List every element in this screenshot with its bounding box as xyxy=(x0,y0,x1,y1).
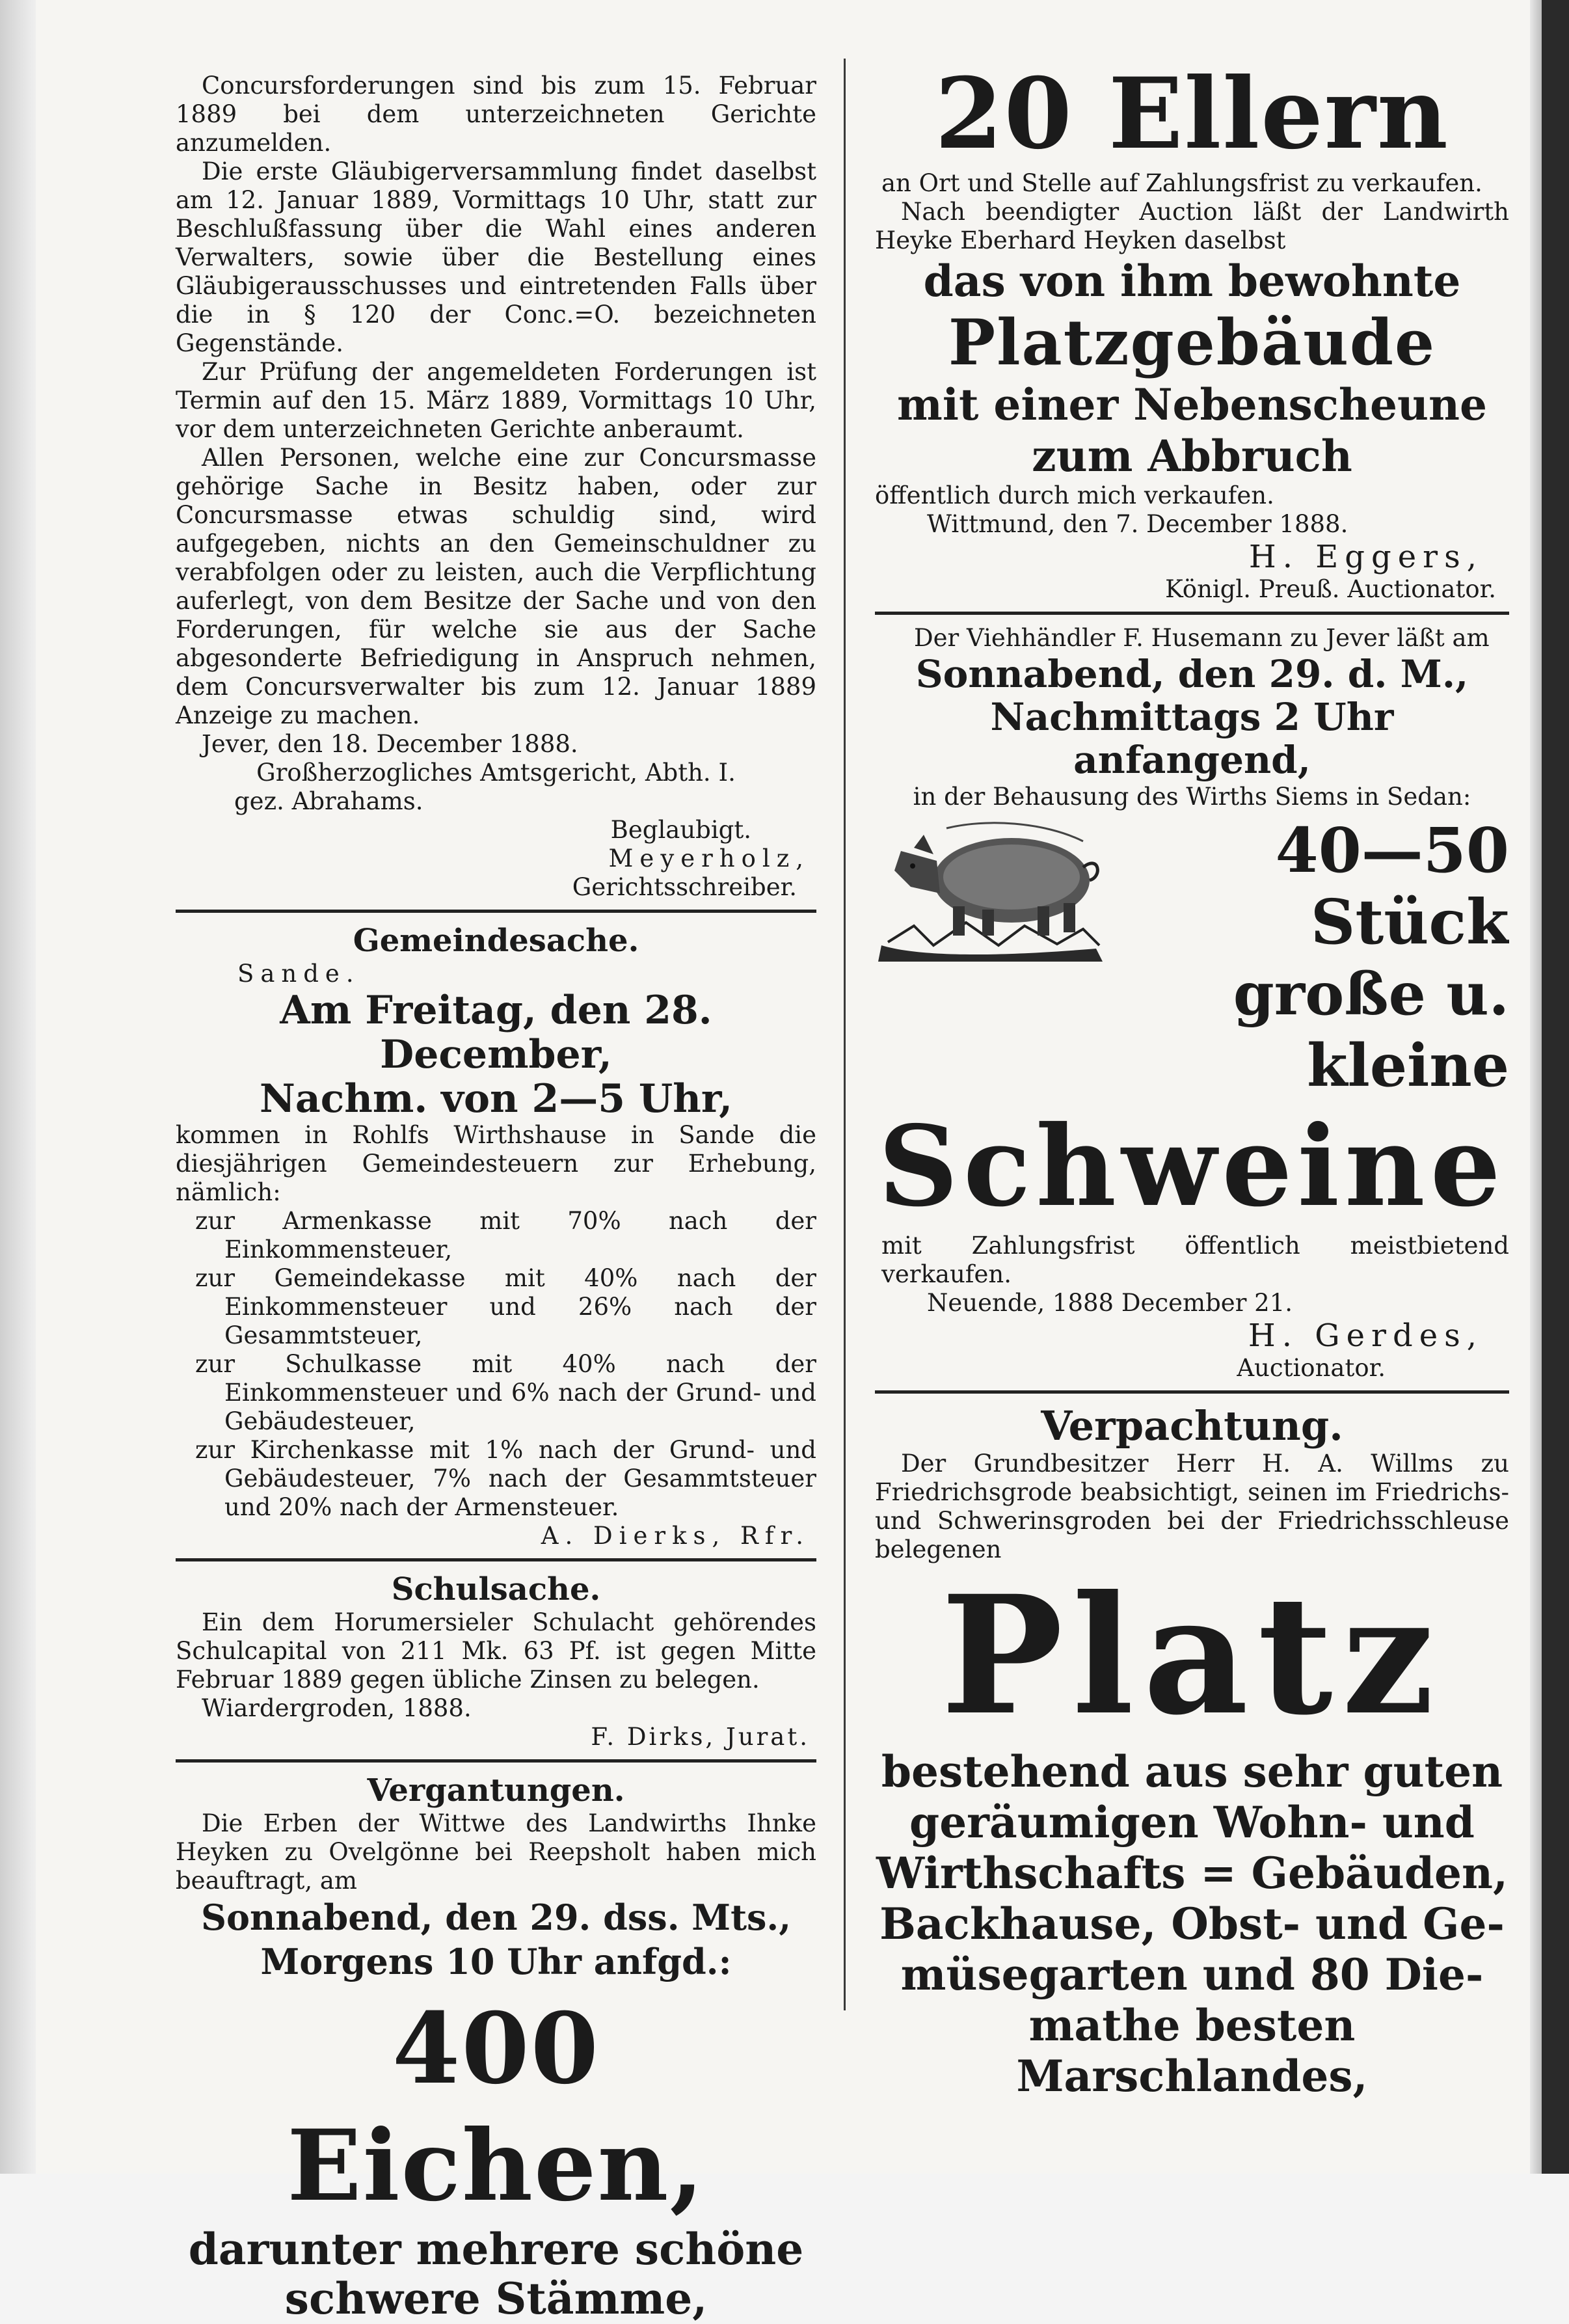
vergantungen-time-line: Morgens 10 Uhr anfgd.: xyxy=(260,1941,732,1982)
pig-illustration-icon xyxy=(875,815,1109,965)
ellern-text-3: öffentlich durch mich verkaufen. xyxy=(875,481,1274,509)
section-rule xyxy=(875,612,1509,615)
schweine-location: in der Behausung des Wirths Siems in Sedan: xyxy=(913,783,1471,811)
gemeinde-heading: Gemeindesache. xyxy=(353,923,639,959)
verpachtung-line: Backhause, Obst- und Ge- xyxy=(879,1898,1505,1949)
schule-signature: F. Dirks, Jurat. xyxy=(591,1723,810,1751)
ellern-notice xyxy=(875,59,1509,604)
schweine-name: H. Gerdes, xyxy=(1248,1317,1483,1354)
gemeinde-date-line: Am Freitag, den 28. December, xyxy=(280,988,712,1077)
ellern-line-4: zum Abbruch xyxy=(1032,431,1352,481)
gemeinde-time-line: Nachm. von 2—5 Uhr, xyxy=(259,1076,732,1122)
gemeinde-notice xyxy=(176,922,816,1550)
verpachtung-big: Platz xyxy=(941,1560,1443,1751)
ellern-text-1: an Ort und Stelle auf Zahlungsfrist zu verkaufen. xyxy=(881,169,1482,197)
verpachtung-notice xyxy=(875,1403,1509,2101)
schweine-date-line: Sonnabend, den 29. d. M., xyxy=(915,652,1469,696)
section-rule xyxy=(875,1390,1509,1394)
schweine-big: Schweine xyxy=(878,1101,1506,1232)
gemeinde-signature: A. Dierks, Rfr. xyxy=(541,1522,810,1550)
ellern-place-date: Wittmund, den 7. December 1888. xyxy=(927,510,1348,538)
schweine-notice xyxy=(875,624,1509,1383)
vergantungen-sub-1: darunter mehrere schöne xyxy=(188,2224,804,2275)
concurs-notice xyxy=(176,72,816,902)
list-item: zur Schulkasse mit 40% nach der Einkommensteuer und 6% nach der Grund- und Gebäudesteuer, xyxy=(195,1350,816,1435)
section-rule xyxy=(176,1759,816,1763)
vergantungen-date-line: Sonnabend, den 29. dss. Mts., xyxy=(200,1897,792,1938)
column-divider xyxy=(844,59,846,2010)
concurs-paragraph-1: Concursforderungen sind bis zum 15. Februar 1889 bei dem unterzeichneten Gerichte anzumelden. xyxy=(176,72,816,157)
ellern-line-3: mit einer Nebenscheune xyxy=(897,379,1487,430)
scan-dark-strip xyxy=(1542,0,1569,2174)
right-column xyxy=(875,59,1509,2101)
concurs-signed: gez. Abrahams. xyxy=(234,787,423,815)
list-item: zur Kirchenkasse mit 1% nach der Grund- und Gebäudesteuer, 7% nach der Gesammtsteuer und 20% nach der Armensteuer. xyxy=(195,1436,816,1521)
ellern-text-2: Nach beendigter Auction läßt der Landwirth Heyke Eberhard Heyken daselbst xyxy=(875,198,1509,254)
verpachtung-line: bestehend aus sehr guten xyxy=(881,1746,1503,1797)
concurs-clerk-title: Gerichtsschreiber. xyxy=(572,873,797,901)
gemeinde-place: Sande. xyxy=(237,960,360,988)
ellern-name: H. Eggers, xyxy=(1248,539,1483,575)
schule-text: Ein dem Horumersieler Schulacht gehörendes Schulcapital von 211 Mk. 63 Pf. ist gegen Mitte Februar 1889 gegen übliche Zinsen zu belegen. xyxy=(176,1608,816,1694)
ellern-title: Königl. Preuß. Auctionator. xyxy=(1165,575,1496,603)
schweine-text-1: Der Viehhändler F. Husemann zu Jever läßt am xyxy=(914,624,1490,652)
schweine-place-date: Neuende, 1888 December 21. xyxy=(927,1289,1293,1317)
concurs-certified: Beglaubigt. xyxy=(610,816,751,844)
ellern-line-1: das von ihm bewohnte xyxy=(923,256,1461,306)
vergantungen-heading: Vergantungen. xyxy=(367,1772,625,1809)
gemeinde-intro: kommen in Rohlfs Wirthshause in Sande die diesjährigen Gemeindesteuern zur Erhebung, nämlich: xyxy=(176,1121,816,1206)
verpachtung-line: müsegarten und 80 Die- xyxy=(900,1949,1484,2000)
gemeinde-tax-list xyxy=(176,1207,816,1522)
list-item: zur Armenkasse mit 70% nach der Einkommensteuer, xyxy=(195,1207,816,1263)
schule-heading: Schulsache. xyxy=(391,1571,601,1608)
scan-edge xyxy=(1530,0,1542,2174)
ellern-big: 20 Ellern xyxy=(935,57,1449,171)
verpachtung-line: mathe besten Marschlandes, xyxy=(1016,2000,1368,2101)
concurs-paragraph-2: Die erste Gläubigerversammlung findet daselbst am 12. Januar 1889, Vormittags 10 Uhr, statt zur Beschlußfassung über die Wahl eines anderen Verwalters, sowie über die Bestellung eines Gläubigerausschusses und eintretenden Falls über die in § 120 der Conc.=O. bezeichneten Gegenstände. xyxy=(176,157,816,357)
verpachtung-line: Wirthschafts = Gebäuden, xyxy=(876,1848,1509,1898)
concurs-clerk-name: Meyerholz, xyxy=(608,844,810,872)
left-column xyxy=(176,72,816,2323)
list-item: zur Gemeindekasse mit 40% nach der Einkommensteuer und 26% nach der Gesammtsteuer, xyxy=(195,1264,816,1349)
schweine-text-2: mit Zahlungsfrist öffentlich meistbietend verkaufen. xyxy=(881,1232,1509,1288)
verpachtung-heading: Verpachtung. xyxy=(1041,1402,1343,1450)
verpachtung-line: geräumigen Wohn- und xyxy=(909,1797,1475,1848)
concurs-place-date: Jever, den 18. December 1888. xyxy=(202,730,578,758)
schule-notice xyxy=(176,1571,816,1751)
concurs-court: Großherzogliches Amtsgericht, Abth. I. xyxy=(256,759,736,787)
schule-place-date: Wiardergroden, 1888. xyxy=(202,1694,472,1722)
concurs-paragraph-3: Zur Prüfung der angemeldeten Forderungen ist Termin auf den 15. März 1889, Vormittags 10 Uhr, vor dem unterzeichneten Gerichte anberaumt. xyxy=(176,358,816,443)
section-rule xyxy=(176,910,816,913)
schweine-time-line: Nachmittags 2 Uhr anfangend, xyxy=(990,695,1394,782)
ellern-line-2: Platzgebäude xyxy=(948,306,1436,379)
schweine-feature xyxy=(875,815,1509,1101)
vergantungen-notice xyxy=(176,1772,816,2323)
concurs-paragraph-4: Allen Personen, welche eine zur Concursmasse gehörige Sache in Besitz haben, oder zur Concursmasse etwas schuldig sind, wird aufgegeben, nichts an den Gemeinschuldner zu verabfolgen oder zu leisten, auch die Verpflichtung auferlegt, von dem Besitze der Sache und von den Forderungen, für welche sie aus der Sache abgesonderte Befriedigung in Anspruch nehmen, dem Concursverwalter bis zum 12. Januar 1889 Anzeige zu machen. xyxy=(176,444,816,729)
schweine-count: 40—50 Stück xyxy=(1275,815,1509,958)
vergantungen-sub-2: schwere Stämme, xyxy=(284,2273,708,2324)
schweine-size: große u. kleine xyxy=(1233,960,1509,1100)
section-rule xyxy=(176,1558,816,1561)
vergantungen-big: 400 Eichen, xyxy=(287,1992,705,2223)
vergantungen-text: Die Erben der Wittwe des Landwirths Ihnke Heyken zu Ovelgönne bei Reepsholt haben mich beauftragt, am xyxy=(176,1809,816,1895)
schweine-title: Auctionator. xyxy=(1237,1354,1386,1382)
verpachtung-text: Der Grundbesitzer Herr H. A. Willms zu Friedrichsgrode beabsichtigt, seinen im Friedrichs- und Schwerinsgroden bei der Friedrichsschleuse belegenen xyxy=(875,1450,1509,1563)
